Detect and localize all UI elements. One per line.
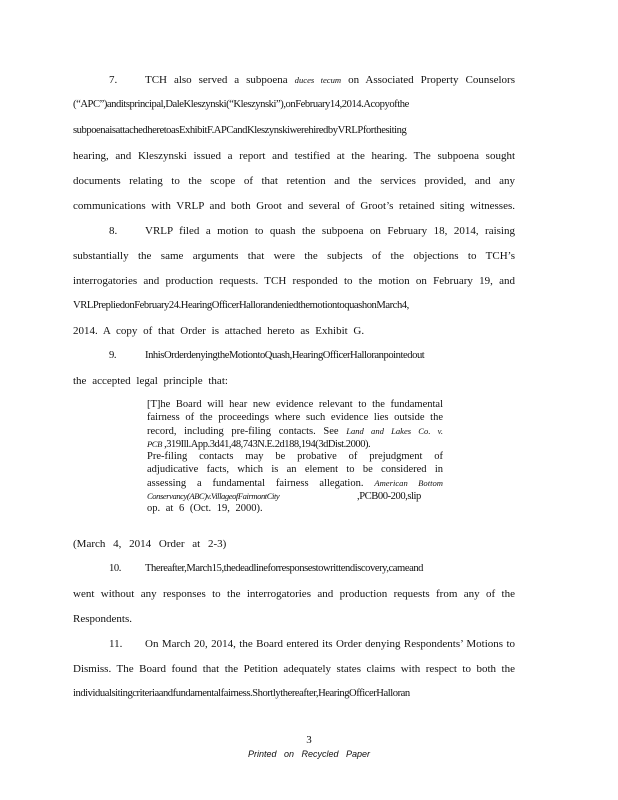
para-7-line-5: documents relating to the scope of that retention and the services provided, and any [73,175,515,187]
quote-line-5: Pre-filing contacts may be probative of prejudgment of [147,451,443,462]
page-number: 3 [306,734,312,746]
para-11-line-1 [109,637,515,651]
para-9-text: InhisOrderdenyingtheMotiontoQuash,HearingOfficerHalloranpointedout [145,350,425,361]
para-7-text: TCH also served a subpoena [145,74,295,86]
para-10-text: Thereafter,March15,thedeadlineforresponsestowrittendiscovery,cameand [145,563,424,574]
para-7-text-cont: on Associated Property Counselors [341,74,515,86]
recycled-paper-note: Printed on Recycled Paper [247,749,371,759]
para-8-number: 8. [109,225,118,237]
quote-line-6: adjudicative facts, which is an element to be considered in [147,464,443,475]
para-7-line-1 [109,73,515,87]
para-11-number: 11. [109,638,123,650]
para-7-line-3: subpoenaisattachedheretoasExhibitF.APCandKleszynskiwerehiredbyVRLPforthesiting [73,125,407,136]
quote-line-2: fairness of the proceedings where such evidence lies outside the [147,412,443,423]
para-10-number: 10. [109,563,121,574]
quote-citation: ,319Ill.App.3d41,48,743N.E.2d188,194(3dDist.2000). [161,439,371,450]
para-11-line-2: Dismiss. The Board found that the Petition adequately states claims with respect to both the [73,663,515,675]
para-8-line-2: substantially the same arguments that were the subjects of the objections to TCH’s [73,250,515,262]
para-8-line-3: interrogatories and production requests. TCH responded to the motion on February 19, and [73,275,515,287]
para-8-text: VRLP filed a motion to quash the subpoena on February 18, 2014, raising [145,225,515,237]
para-7-italic-term: duces tecum [294,75,342,85]
quote-citation-2: ,PCB00-200,slip [357,491,421,502]
quote-case-name-2: American Bottom [374,478,443,488]
para-11-text: On March 20, 2014, the Board entered its Order denying Respondents’ Motions to [145,638,515,650]
quote-line-8 [147,490,443,503]
para-7-number: 7. [109,74,118,86]
para-7-line-2: (“APC”)anditsprincipal,DaleKleszynski(“Kleszynski”),onFebruary14,2014.Acopyofthe [73,99,409,110]
para-8-line-4: VRLPrepliedonFebruary24.HearingOfficerHallorandeniedthemotiontoquashonMarch4, [73,300,409,311]
para-10-line-2: went without any responses to the interrogatories and production requests from any of the [73,588,515,600]
quote-line-3 [147,425,443,438]
para-9-line-1 [109,349,449,363]
quote-line-1: [T]he Board will hear new evidence relevant to the fundamental [147,399,443,410]
quote-line-3-text: record, including pre-filing contacts. See [147,426,347,437]
para-7-line-6: communications with VRLP and both Groot and several of Groot’s retained siting witnesses. [73,200,515,212]
quote-line-7-text: assessing a fundamental fairness allegation. [147,478,375,489]
para-8-line-5: 2014. A copy of that Order is attached hereto as Exhibit G. [73,325,365,337]
para-7-line-4: hearing, and Kleszynski issued a report and testified at the hearing. The subpoena sought [73,150,515,162]
quote-case-name: Land and Lakes Co. v. [346,426,443,436]
quote-case-name-2-cont: Conservancy(ABC)v.VillageofFairmontCity [147,491,280,501]
para-10-line-1 [109,562,464,576]
para-11-line-3: individualsitingcriteriaandfundamentalfairness.Shortlythereafter,HearingOfficerHalloran [73,688,410,699]
quote-line-4 [147,438,443,451]
quote-case-name-cont: PCB [147,439,162,449]
para-9-number: 9. [109,350,117,361]
para-9-line-2: the accepted legal principle that: [73,375,228,387]
quote-line-9: op. at 6 (Oct. 19, 2000). [147,503,263,514]
para-10-line-3: Respondents. [73,613,132,625]
order-citation: (March 4, 2014 Order at 2-3) [73,538,227,550]
quote-line-7 [147,477,443,490]
para-8-line-1 [109,224,515,238]
